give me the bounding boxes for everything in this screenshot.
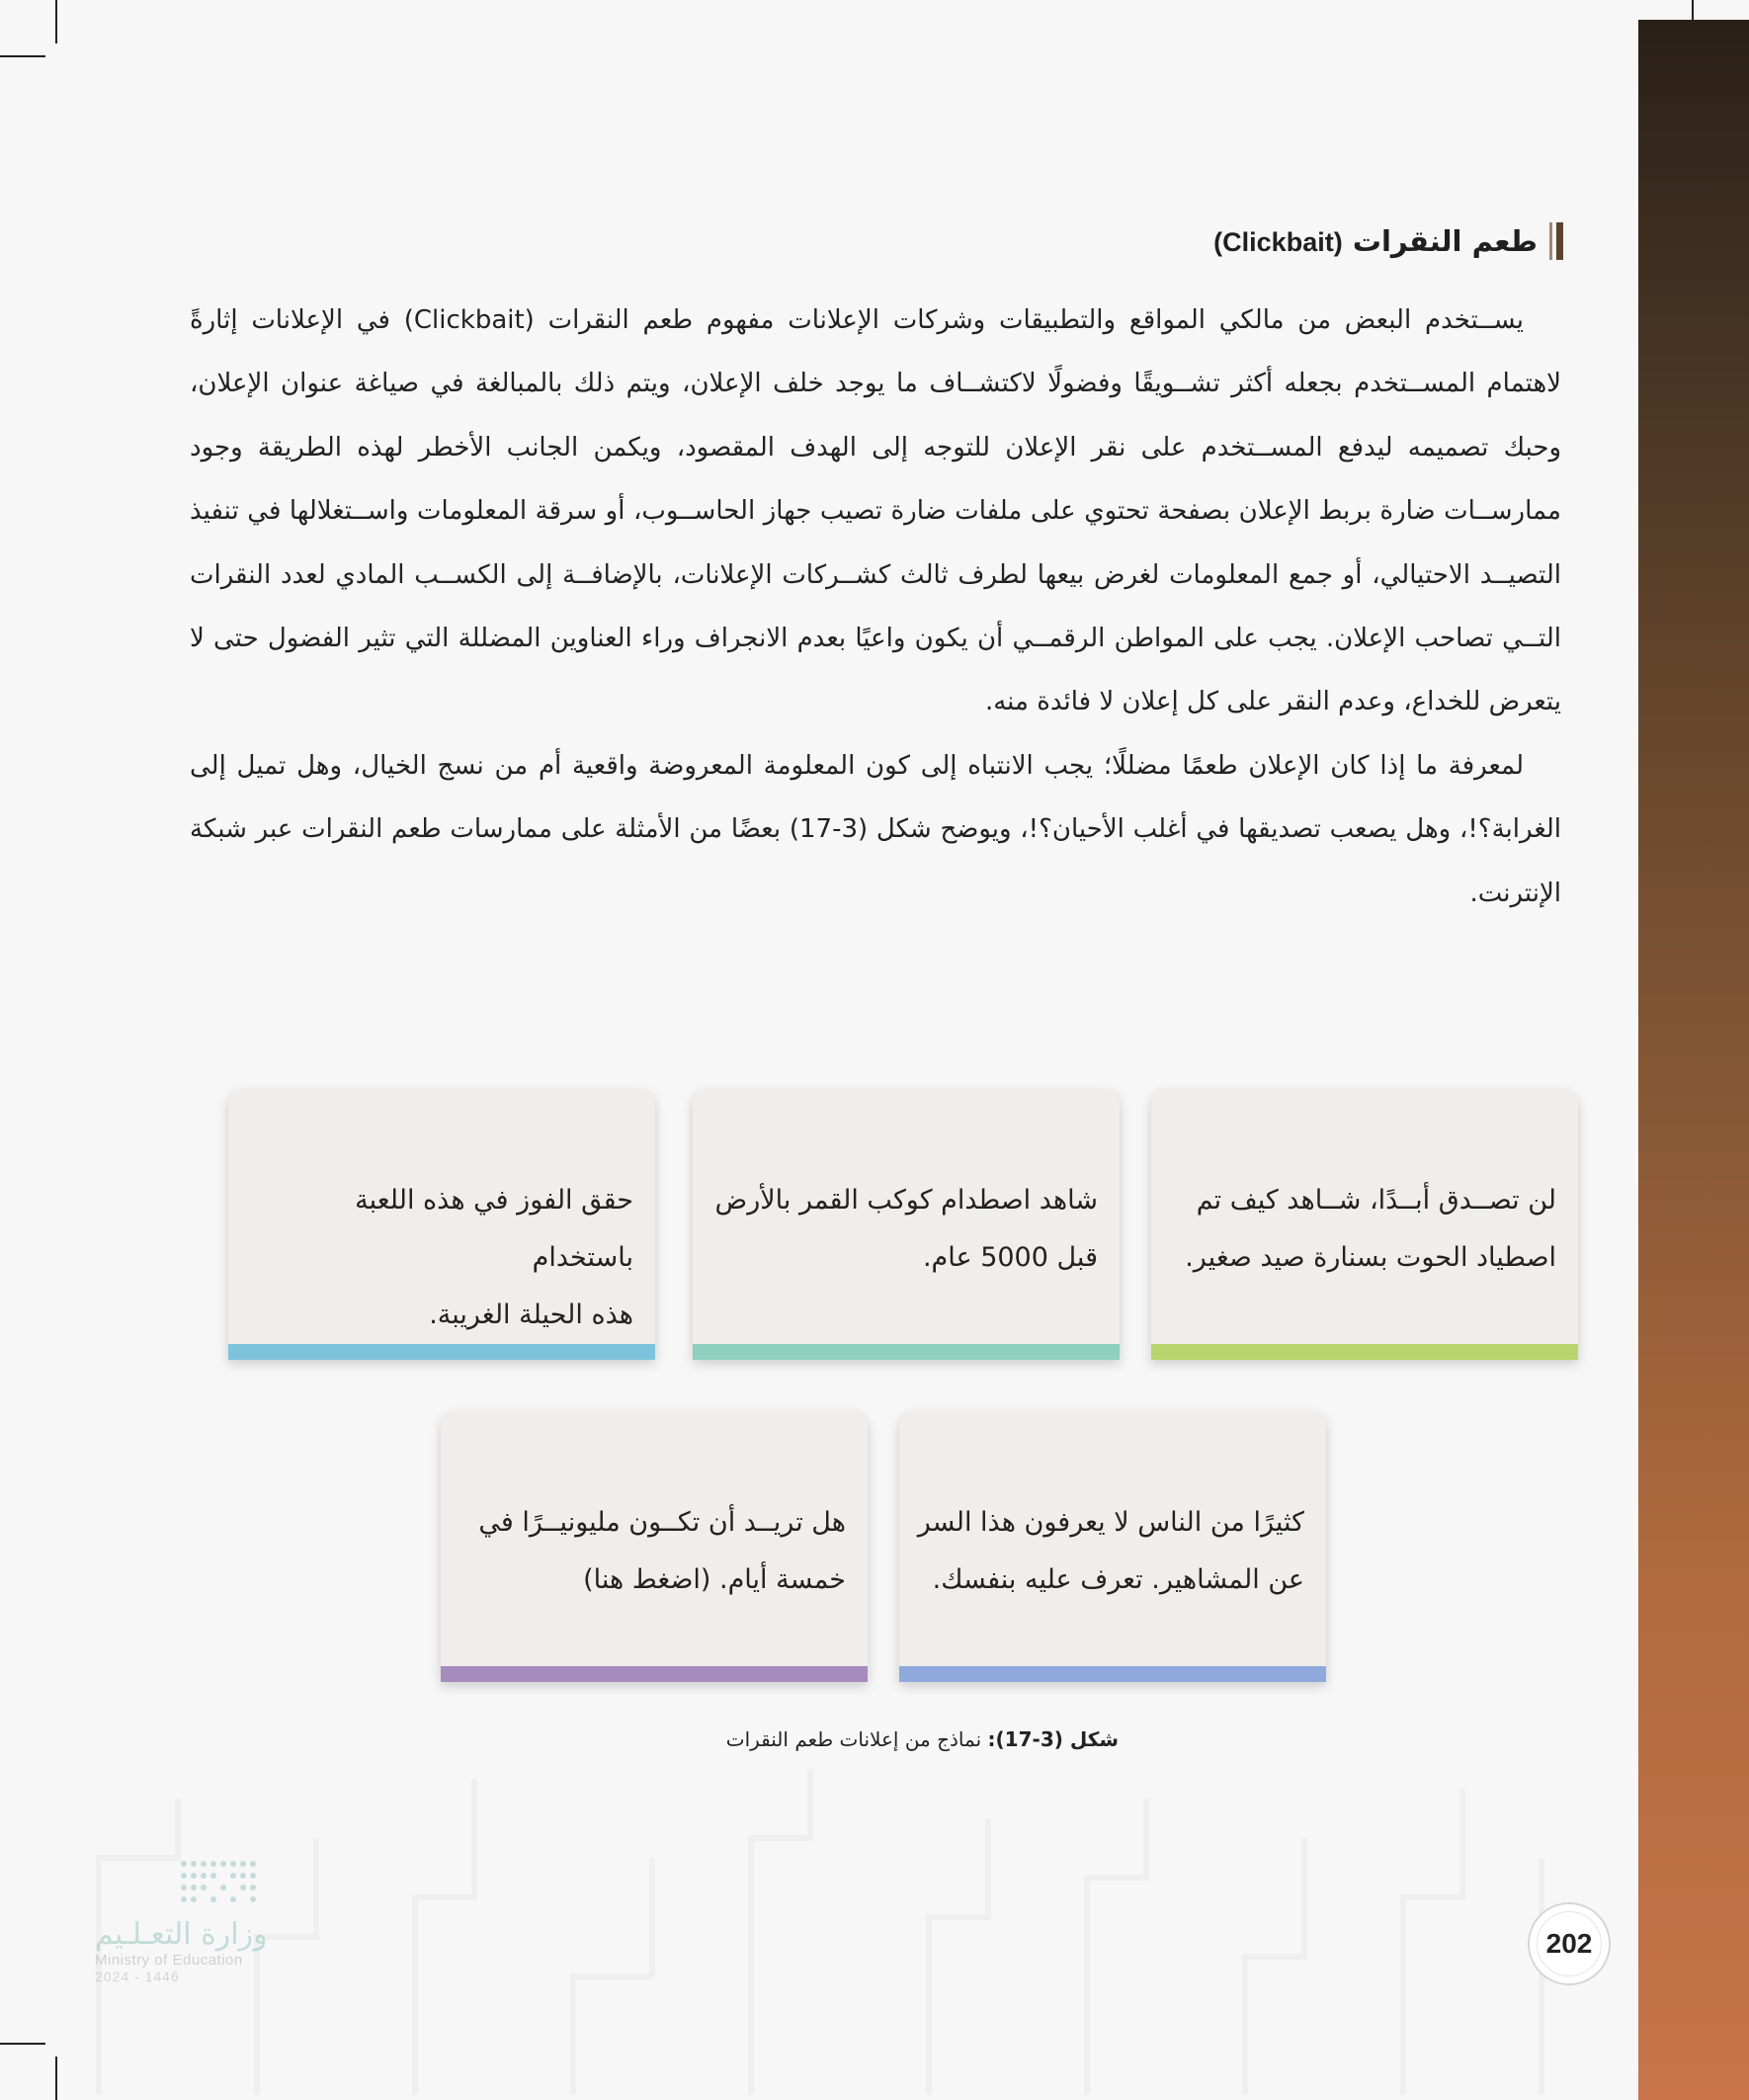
crop-mark	[0, 55, 45, 57]
title-marker-icon	[1549, 222, 1563, 260]
card-line: كثيرًا من الناس لا يعرفون هذا السر	[917, 1507, 1304, 1538]
crop-mark	[55, 0, 57, 43]
clickbait-example-card	[693, 1089, 1120, 1360]
card-line: لن تصــدق أبــدًا، شــاهد كيف تم	[1196, 1185, 1556, 1216]
card-line: اصطياد الحوت بسنارة صيد صغير.	[1185, 1242, 1556, 1273]
page-number: 202	[1537, 1911, 1602, 1976]
clickbait-example-card	[441, 1411, 868, 1682]
card-color-bar	[899, 1666, 1326, 1682]
ministry-years: 2024 - 1446	[95, 1969, 180, 1984]
figure-caption-text: نماذج من إعلانات طعم النقرات	[725, 1727, 988, 1751]
figure-caption	[726, 1727, 1119, 1751]
card-color-bar	[693, 1344, 1120, 1360]
card-text	[1169, 1172, 1556, 1287]
ministry-name-en: Ministry of Education	[95, 1952, 243, 1969]
card-text	[246, 1172, 633, 1344]
section-title-ar: طعم النقرات	[1352, 224, 1538, 258]
paragraph: لمعرفة ما إذا كان الإعلان طعمًا مضللًا؛ يجب الانتباه إلى كون المعلومة المعروضة واقعية أم من نسج الخيال، وهل تميل إلى الغرابة؟!، وهل يصعب تصديقها في أغلب الأحيان؟!، ويوضح شكل (3-17) بعضًا من الأمثلة على ممارسات طعم النقرات عبر شبكة الإنترنت.	[190, 750, 1562, 908]
card-color-bar	[441, 1666, 868, 1682]
clickbait-example-card	[1151, 1089, 1578, 1360]
crop-mark	[0, 2043, 45, 2045]
ministry-dots-icon	[95, 1858, 263, 1909]
card-line: قبل 5000 عام.	[922, 1242, 1098, 1273]
ministry-logo	[95, 1858, 273, 2016]
ministry-name-ar: وزارة التعـلـيم	[95, 1917, 268, 1952]
crop-mark	[55, 2057, 57, 2100]
background-circuit-pattern	[59, 1739, 1601, 2095]
body-text	[190, 289, 1561, 925]
section-title-text	[1213, 224, 1538, 258]
clickbait-example-card	[228, 1089, 655, 1360]
card-line: شاهد اصطدام كوكب القمر بالأرض	[714, 1185, 1098, 1216]
card-color-bar	[1151, 1344, 1578, 1360]
card-line: خمسة أيام. (اضغط هنا)	[583, 1564, 846, 1595]
card-line: حقق الفوز في هذه اللعبة باستخدام	[355, 1185, 633, 1273]
card-color-bar	[228, 1344, 655, 1360]
section-title	[1213, 219, 1563, 263]
card-line: هل تريــد أن تكــون مليونيــرًا في	[478, 1507, 846, 1538]
card-text	[710, 1172, 1098, 1287]
card-line: هذه الحيلة الغريبة.	[429, 1300, 633, 1330]
clickbait-example-card	[899, 1411, 1326, 1682]
card-line: عن المشاهير. تعرف عليه بنفسك.	[932, 1564, 1304, 1595]
figure-caption-label: شكل (3-17):	[987, 1727, 1119, 1751]
paragraph: يســتخدم البعض من مالكي المواقع والتطبيقات وشركات الإعلانات مفهوم طعم النقرات (Clickbait) في الإعلانات إثارةً لاهتمام المســتخدم بجعله أكثر تشــويقًا وفضولًا لاكتشــاف ما يوجد خلف الإعلان، ويتم ذلك بالمبالغة في صياغة عنوان الإعلان، وحبك تصميمه ليدفع المســتخدم على نقر الإعلان للتوجه إلى الهدف المقصود، ويكمن الجانب الأخطر لهذه الطريقة وجود ممارســات ضارة بربط الإعلان بصفحة تحتوي على ملفات ضارة تصيب جهاز الحاســوب، أو سرقة المعلومات واســتغلالها في تنفيذ التصيــد الاحتيالي، أو جمع المعلومات لغرض بيعها لطرف ثالث كشــركات الإعلانات، بالإضافــة إلى الكســب المادي لعدد النقرات التــي تصاحب الإعلان. يجب على المواطن الرقمــي أن يكون واعيًا بعدم الانجراف وراء العناوين المضللة التي تثير الفضول حتى لا يتعرض للخداع، وعدم النقر على كل إعلان لا فائدة منه.	[190, 305, 1561, 717]
section-title-en: (Clickbait)	[1213, 227, 1343, 257]
card-text	[917, 1494, 1304, 1609]
card-text	[458, 1494, 846, 1609]
decorative-side-band	[1638, 20, 1749, 2100]
page-number-badge	[1528, 1902, 1611, 1985]
